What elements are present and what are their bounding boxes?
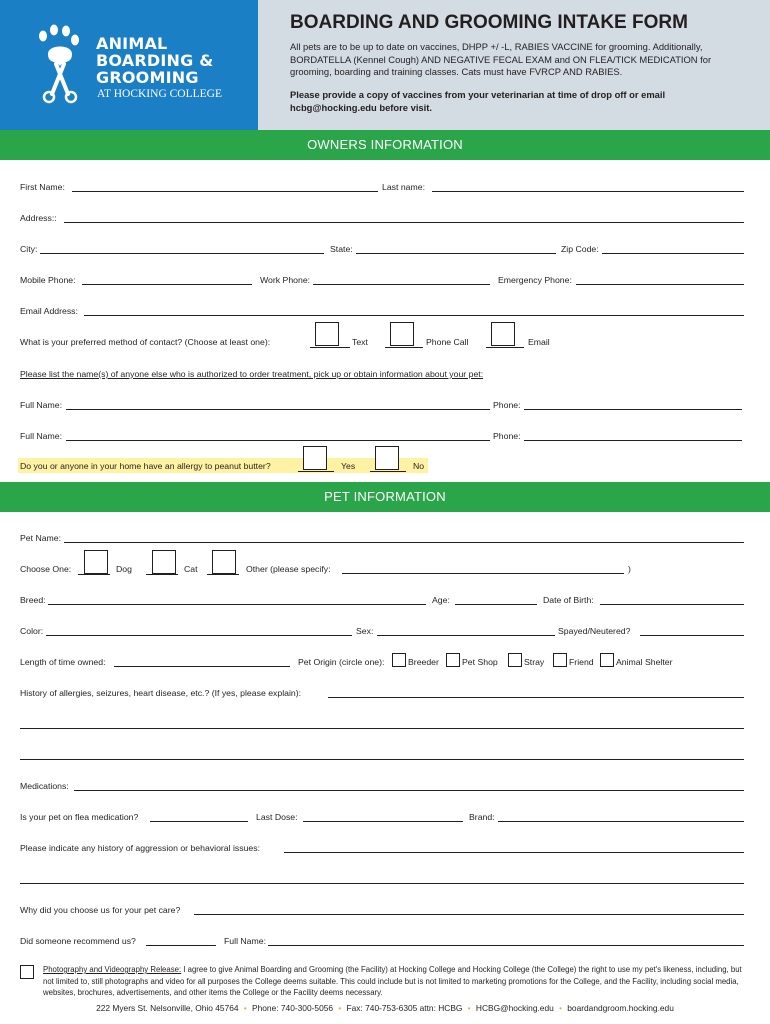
dob-field[interactable]: [600, 604, 744, 605]
footer-separator: •: [559, 1004, 562, 1013]
sex-field[interactable]: [377, 635, 555, 636]
vaccine-requirements: All pets are to be up to date on vaccines, DHPP +/ -L, RABIES VACCINE for grooming. Additionally, BORDATELLA (Kennel Cough) AND NEGATIVE FECAL EXAM and ON FLEA/TICK MEDICATION for grooming, boarding and training classes. Cats must have FVRCP AND RABIES.: [290, 41, 712, 78]
species-cat-underline: [146, 574, 178, 575]
length-owned-label: Length of time owned:: [20, 657, 106, 667]
city-field[interactable]: [40, 253, 324, 254]
authorized-name-2-field[interactable]: [66, 440, 490, 441]
species-dog-underline: [78, 574, 110, 575]
contact-phone-checkbox[interactable]: [390, 322, 414, 346]
form-header: [0, 0, 770, 130]
length-owned-field[interactable]: [114, 666, 290, 667]
species-cat-label: Cat: [184, 564, 198, 574]
color-label: Color:: [20, 626, 44, 636]
allergy-yes-checkbox[interactable]: [303, 446, 327, 470]
authorized-name-1-label: Full Name:: [20, 400, 62, 410]
footer-phone: Phone: 740-300-5056: [252, 1003, 334, 1013]
authorized-phone-1-label: Phone:: [493, 400, 521, 410]
breed-field[interactable]: [48, 604, 426, 605]
photo-release-body: I agree to give Animal Boarding and Grooming (the Facility) at Hocking College and Hocking College (the College) the right to use my pet's likeness, including, but not limited to, still photographs and video for all purposes the College deems suitable. This could include but is not limited to marketing promotions for the College, and the Facility, including social media, websites, brochures, advertisements, and other items the College or the Facility deems necessary.: [43, 965, 742, 998]
spayed-label: Spayed/Neutered?: [558, 626, 631, 636]
last-dose-label: Last Dose:: [256, 812, 298, 822]
species-other-underline: [207, 574, 239, 575]
address-field[interactable]: [64, 222, 744, 223]
footer-fax: Fax: 740-753-6305 attn: HCBG: [346, 1003, 463, 1013]
aggression-field-2[interactable]: [20, 883, 744, 884]
last-name-field[interactable]: [432, 191, 744, 192]
aggression-label: Please indicate any history of aggression or behavioral issues:: [20, 843, 261, 853]
pet-name-field[interactable]: [64, 542, 744, 543]
origin-shelter-checkbox[interactable]: [600, 653, 614, 667]
footer-website: boardandgroom.hocking.edu: [567, 1003, 674, 1013]
brand-field[interactable]: [498, 821, 744, 822]
footer-address: 222 Myers St. Nelsonville, Ohio 45764: [96, 1003, 239, 1013]
recommend-name-field[interactable]: [268, 945, 744, 946]
medications-label: Medications:: [20, 781, 69, 791]
color-field[interactable]: [46, 635, 352, 636]
work-phone-field[interactable]: [313, 284, 490, 285]
origin-breeder-checkbox[interactable]: [392, 653, 406, 667]
footer-email: HCBG@hocking.edu: [475, 1003, 554, 1013]
email-field[interactable]: [84, 315, 744, 316]
species-other-checkbox[interactable]: [212, 550, 236, 574]
origin-stray-label: Stray: [524, 657, 545, 667]
allergy-no-label: No: [413, 461, 425, 471]
emergency-phone-field[interactable]: [576, 284, 744, 285]
authorized-name-1-field[interactable]: [66, 409, 490, 410]
logo-block: [0, 0, 258, 130]
age-field[interactable]: [455, 604, 537, 605]
address-label: Address::: [20, 213, 57, 223]
authorized-name-2-label: Full Name:: [20, 431, 62, 441]
zip-field[interactable]: [602, 253, 744, 254]
mobile-phone-label: Mobile Phone:: [20, 275, 76, 285]
sex-label: Sex:: [356, 626, 374, 636]
footer-separator: •: [243, 1004, 247, 1013]
breed-label: Breed:: [20, 595, 46, 605]
pet-section-heading: PET INFORMATION: [0, 482, 770, 512]
medications-field[interactable]: [74, 790, 744, 791]
photo-release-text: [43, 964, 749, 999]
brand-label: Brand:: [469, 812, 495, 822]
authorized-phone-2-label: Phone:: [493, 431, 521, 441]
origin-stray-checkbox[interactable]: [508, 653, 522, 667]
flea-med-field[interactable]: [150, 821, 248, 822]
zip-label: Zip Code:: [561, 244, 599, 254]
species-label: Choose One:: [20, 564, 72, 574]
history-label: History of allergies, seizures, heart disease, etc.? (If yes, please explain):: [20, 688, 302, 698]
dob-label: Date of Birth:: [543, 595, 594, 605]
origin-friend-label: Friend: [569, 657, 594, 667]
work-phone-label: Work Phone:: [260, 275, 311, 285]
origin-petshop-label: Pet Shop: [462, 657, 498, 667]
authorized-phone-2-field[interactable]: [524, 440, 742, 441]
history-field-3[interactable]: [20, 759, 744, 760]
logo-line-1: ANIMAL: [96, 34, 168, 53]
peanut-allergy-question: Do you or anyone in your home have an allergy to peanut butter?: [20, 461, 271, 471]
photo-release-checkbox[interactable]: [20, 965, 34, 979]
footer-contact: [0, 1003, 770, 1013]
contact-text-checkbox[interactable]: [315, 322, 339, 346]
contact-email-checkbox[interactable]: [491, 322, 515, 346]
history-field-2[interactable]: [20, 728, 744, 729]
contact-phone-label: Phone Call: [426, 337, 469, 347]
authorized-phone-1-field[interactable]: [524, 409, 742, 410]
aggression-field-1[interactable]: [284, 852, 744, 853]
first-name-field[interactable]: [72, 191, 378, 192]
species-dog-label: Dog: [116, 564, 132, 574]
origin-label: Pet Origin (circle one):: [298, 657, 385, 667]
flea-med-label: Is your pet on flea medication?: [20, 812, 139, 822]
contact-email-underline: [486, 347, 524, 348]
origin-breeder-label: Breeder: [408, 657, 439, 667]
pet-name-label: Pet Name:: [20, 533, 62, 543]
contact-text-underline: [310, 347, 350, 348]
email-label: Email Address:: [20, 306, 78, 316]
spayed-field[interactable]: [640, 635, 744, 636]
paw-scissors-icon: [34, 24, 84, 104]
species-dog-checkbox[interactable]: [84, 550, 108, 574]
recommend-label: Did someone recommend us?: [20, 936, 136, 946]
emergency-phone-label: Emergency Phone:: [498, 275, 572, 285]
logo-line-3: GROOMING: [96, 68, 199, 87]
allergy-no-underline: [370, 471, 406, 472]
contact-email-label: Email: [528, 337, 550, 347]
footer-separator: •: [467, 1004, 471, 1013]
contact-text-label: Text: [352, 337, 368, 347]
allergy-yes-label: Yes: [341, 461, 356, 471]
logo-subtitle: AT HOCKING COLLEGE: [97, 88, 223, 100]
origin-petshop-checkbox[interactable]: [446, 653, 460, 667]
authorized-persons-note: Please list the name(s) of anyone else who is authorized to order treatment, pick up or obtain information about your pet:: [20, 369, 484, 379]
allergy-no-checkbox[interactable]: [375, 446, 399, 470]
owners-section-heading: OWNERS INFORMATION: [0, 130, 770, 160]
history-field-1[interactable]: [328, 697, 744, 698]
contact-method-question: What is your preferred method of contact? (Choose at least one):: [20, 337, 271, 347]
species-cat-checkbox[interactable]: [152, 550, 176, 574]
mobile-phone-field[interactable]: [82, 284, 252, 285]
state-label: State:: [330, 244, 353, 254]
recommend-field[interactable]: [146, 945, 216, 946]
species-other-field[interactable]: [342, 573, 624, 574]
species-other-close: ): [628, 564, 631, 574]
contact-phone-underline: [385, 347, 423, 348]
footer-separator: •: [338, 1004, 342, 1013]
origin-shelter-label: Animal Shelter: [616, 657, 673, 667]
allergy-yes-underline: [298, 471, 334, 472]
age-label: Age:: [432, 595, 450, 605]
why-choose-label: Why did you choose us for your pet care?: [20, 905, 181, 915]
last-name-label: Last name:: [382, 182, 425, 192]
origin-friend-checkbox[interactable]: [553, 653, 567, 667]
species-other-label: Other (please specify:: [246, 564, 331, 574]
form-title: BOARDING AND GROOMING INTAKE FORM: [290, 12, 688, 33]
photo-release-title: Photography and Videography Release:: [43, 965, 182, 974]
city-label: City:: [20, 244, 38, 254]
recommend-name-label: Full Name:: [224, 936, 266, 946]
last-dose-field[interactable]: [303, 821, 463, 822]
why-choose-field[interactable]: [194, 914, 744, 915]
logo-line-2: BOARDING &: [96, 51, 214, 70]
vaccine-copy-note: Please provide a copy of vaccines from your veterinarian at time of drop off or email hcbg@hocking.edu before visit.: [290, 89, 666, 113]
state-field[interactable]: [356, 253, 556, 254]
first-name-label: First Name:: [20, 182, 65, 192]
